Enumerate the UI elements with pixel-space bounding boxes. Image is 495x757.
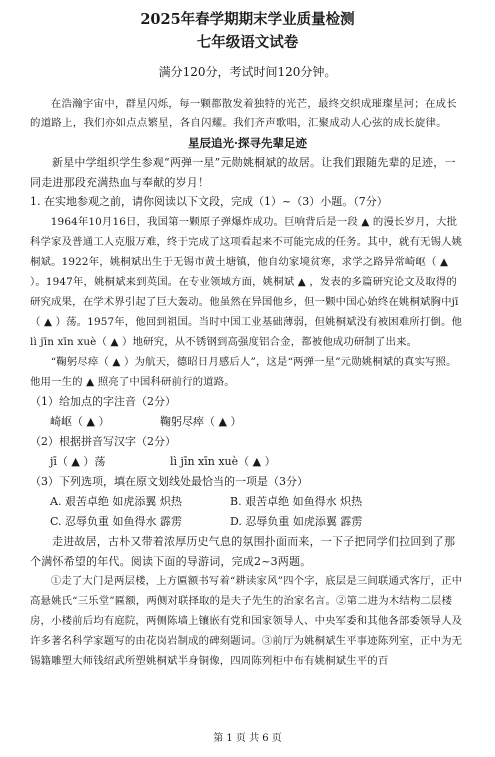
option-row [30,492,465,512]
question-2-stem: 走进故居，古朴又带着浓厚历史气息的氛围扑面而来，一下子把同学们拉回到了那个满怀希望的年代。阅读下面的导游词，完成2~3两题。 [30,535,456,568]
question-1-quote: “鞠躬尽瘁（ ▲ ）为航天，德昭日月感后人”，这是“两弹一星”元勋姚桐斌的真实写照。他用一生的 ▲ 照亮了中国科研前行的道路。 [30,356,457,388]
hanzi-item: jī（ ▲ ）荡 [50,455,106,468]
exam-title: 2025年春学期期末学业质量检测 [140,11,355,28]
pinyin-item: 崎岖（ ▲ ） [50,415,110,428]
subquestion-2: （2）根据拼音写汉字（2分） [30,435,176,448]
question-1-passage: 1964年10月16日，我国第一颗原子弹爆炸成功。巨响背后是一段 ▲ 的漫长岁月，大批科学家及普通工人克服万难，终于完成了这项看起来不可能完成的任务。其中，就有无锡人姚桐斌。1922年，姚桐斌出生于无锡市黄土塘镇，他自幼家境贫寒，求学之路异常崎岖（ ▲ ）。1947年，姚桐斌来到英国。在专业领域方面，姚桐斌 ▲ ，发表的多篇研究论文及取得的研究成果，在学术界引起了巨大轰动。他虽然在异国他乡，但一颗中国心始终在姚桐斌胸中jī（ ▲ ）荡。1957年，他回到祖国。当时中国工业基础薄弱，但姚桐斌没有被困难所打倒。他lì jīn xīn xuè（ ▲ ）地研究，从不锈钢到高强度铝合金，都被他成功研制了出来。 [30,216,463,348]
option-c: C. 忍辱负重 如鱼得水 霹雳 [50,515,183,528]
option-row [30,512,465,532]
score-line: 满分120分，考试时间120分钟。 [158,65,337,79]
hanzi-items [30,452,465,472]
exam-subtitle: 七年级语文试卷 [196,34,299,51]
subquestion-1: （1）给加点的字注音（2分） [30,395,176,408]
pinyin-item: 鞠躬尽瘁（ ▲ ） [160,415,242,428]
section-intro: 新星中学组织学生参观“两弹一星”元勋姚桐斌的故居。让我们跟随先辈的足迹，一同走进那段充满热血与奉献的岁月！ [30,156,456,189]
option-b: B. 艰苦卓绝 如鱼得水 炽热 [230,495,363,508]
subquestion-3: （3）下列选项，填在原文划线处最恰当的一项是（3分） [30,475,308,488]
page-footer: 第 1 页 共 6 页 [213,733,282,744]
option-d: D. 忍辱负重 如虎添翼 霹雳 [230,515,363,528]
guide-passage: ①走了大门是两层楼，上方匾额书写着“耕读家风”四个字，底层是三间联通式客厅，正中高悬姚氏“三乐堂”匾额，两侧对联择取的是夫子先生的治家名言。②第二进为木结构二层楼房，小楼前后均有庭院，两侧陈墙上镶嵌有党和国家领导人、中央军委和其他各部委领导人及许多著名科学家题写的由花岗岩制成的碑刻题词。③前厅为姚桐斌生平事迹陈列室，正中为无锡籍雕塑大师钱绍武所塑姚桐斌半身铜像，四周陈列柜中布有姚桐斌生平的百 [30,575,463,667]
hanzi-item: lì jīn xīn xuè（ ▲ ） [170,455,276,468]
section-title: 星辰追光·探寻先辈足迹 [187,136,307,150]
intro-paragraph: 在浩瀚宇宙中，群星闪烁，每一颗都散发着独特的光芒，最终交织成璀璨星河；在成长的道路上，我们亦如点点繁星，各自闪耀。我们齐声歌唱，汇聚成动人心弦的成长旋律。 [30,98,458,129]
option-a: A. 艰苦卓绝 如虎添翼 炽热 [50,495,182,508]
question-1-stem: 1. 在实地参观之前，请你阅读以下文段，完成（1）~（3）小题。（7分） [30,195,388,208]
pinyin-items [30,412,465,432]
